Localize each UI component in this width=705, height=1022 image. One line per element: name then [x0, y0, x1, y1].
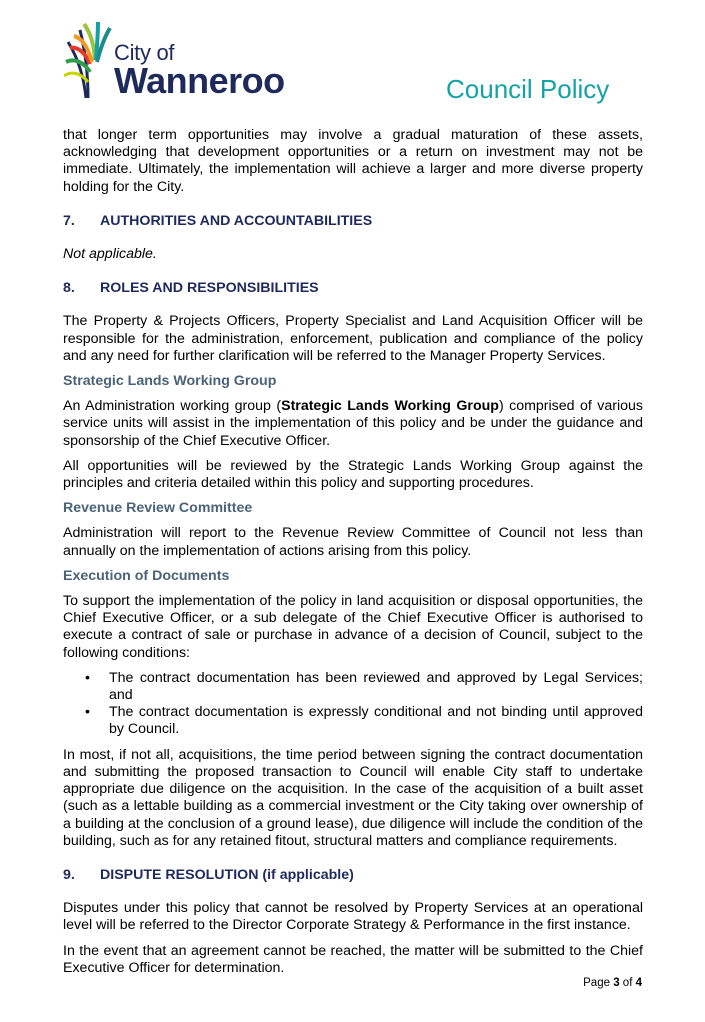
section-9-paragraph-1: Disputes under this policy that cannot be resolved by Property Services at an operational level will be referred to the Director Corporate Strategy & Performance in the first instance.	[63, 900, 643, 934]
execution-paragraph: To support the implementation of the policy in land acquisition or disposal opportunities, the Chief Executive Officer, or a sub delegate of the Chief Executive Officer is authorised to execute a contract of sale or purchase in advance of a decision of Council, subject to the following conditions:	[63, 593, 643, 661]
intro-paragraph: that longer term opportunities may involve a gradual maturation of these assets, acknowledging that development opportunities or a return on investment may not be immediate. Ultimately, the implementation will achieve a larger and more diverse property holding for the City.	[63, 127, 643, 195]
of-word: of	[622, 977, 633, 989]
section-9-number: 9.	[63, 866, 75, 883]
section-7-heading	[63, 213, 643, 230]
execution-subheading: Execution of Documents	[63, 567, 230, 584]
section-8-heading	[63, 280, 643, 297]
page-word: Page	[583, 977, 610, 989]
rrc-subheading: Revenue Review Committee	[63, 500, 253, 517]
section-7-title: AUTHORITIES AND ACCOUNTABILITIES	[100, 212, 373, 229]
logo-city-of-text: City of	[114, 40, 175, 65]
slwg-p1-bold: Strategic Lands Working Group	[281, 398, 499, 415]
conditions-list	[63, 670, 643, 739]
list-item: • The contract documentation has been reviewed and approved by Legal Services; and	[63, 670, 643, 704]
total-pages: 4	[635, 977, 642, 989]
current-page: 3	[613, 977, 620, 989]
slwg-subheading: Strategic Lands Working Group	[63, 373, 277, 390]
section-8-body: The Property & Projects Officers, Property Specialist and Land Acquisition Officer will be responsible for the administration, enforcement, publication and compliance of the policy and any need for further clarification will be referred to the Manager Property Services.	[63, 313, 643, 364]
page-number	[583, 977, 642, 989]
section-7-number: 7.	[63, 212, 75, 229]
slwg-paragraph-1	[63, 398, 643, 450]
section-8-number: 8.	[63, 280, 75, 297]
slwg-paragraph-2: All opportunities will be reviewed by the Strategic Lands Working Group against the principles and criteria detailed within this policy and supporting procedures.	[63, 457, 643, 492]
due-diligence-paragraph: In most, if not all, acquisitions, the time period between signing the contract documentation and submitting the proposed transaction to Council will enable City staff to undertake appropriate due diligence on the acquisition. In the case of the acquisition of a built asset (such as a lettable building as a commercial investment or the City taking over ownership of a building at the conclusion of a ground lease), due diligence will include the condition of the building, such as for any retained fitout, structural matters and compliance requirements.	[63, 746, 643, 849]
section-9-title: DISPUTE RESOLUTION (if applicable)	[100, 866, 354, 883]
rrc-paragraph: Administration will report to the Revenue Review Committee of Council not less than annually on the implementation of actions arising from this policy.	[63, 525, 643, 559]
slwg-p1-after: ) comprised of various service units will assist in the implementation of this policy and be under the guidance and sponsorship of the Chief Executive Officer.	[63, 398, 643, 449]
list-item: • The contract documentation is expressly conditional and not binding until approved by Council.	[63, 704, 643, 738]
document-body	[63, 127, 643, 977]
section-9-paragraph-2: In the event that an agreement cannot be reached, the matter will be submitted to the Chief Executive Officer for determination.	[63, 942, 643, 976]
slwg-p1-before: An Administration working group (	[63, 398, 282, 415]
section-8-title: ROLES AND RESPONSIBILITIES	[100, 280, 319, 297]
city-of-wanneroo-logo	[64, 18, 294, 102]
logo-wanneroo-text: Wanneroo	[114, 60, 285, 101]
section-7-body: Not applicable.	[63, 246, 157, 263]
section-9-heading	[63, 867, 643, 884]
document-title: Council Policy	[446, 74, 610, 104]
